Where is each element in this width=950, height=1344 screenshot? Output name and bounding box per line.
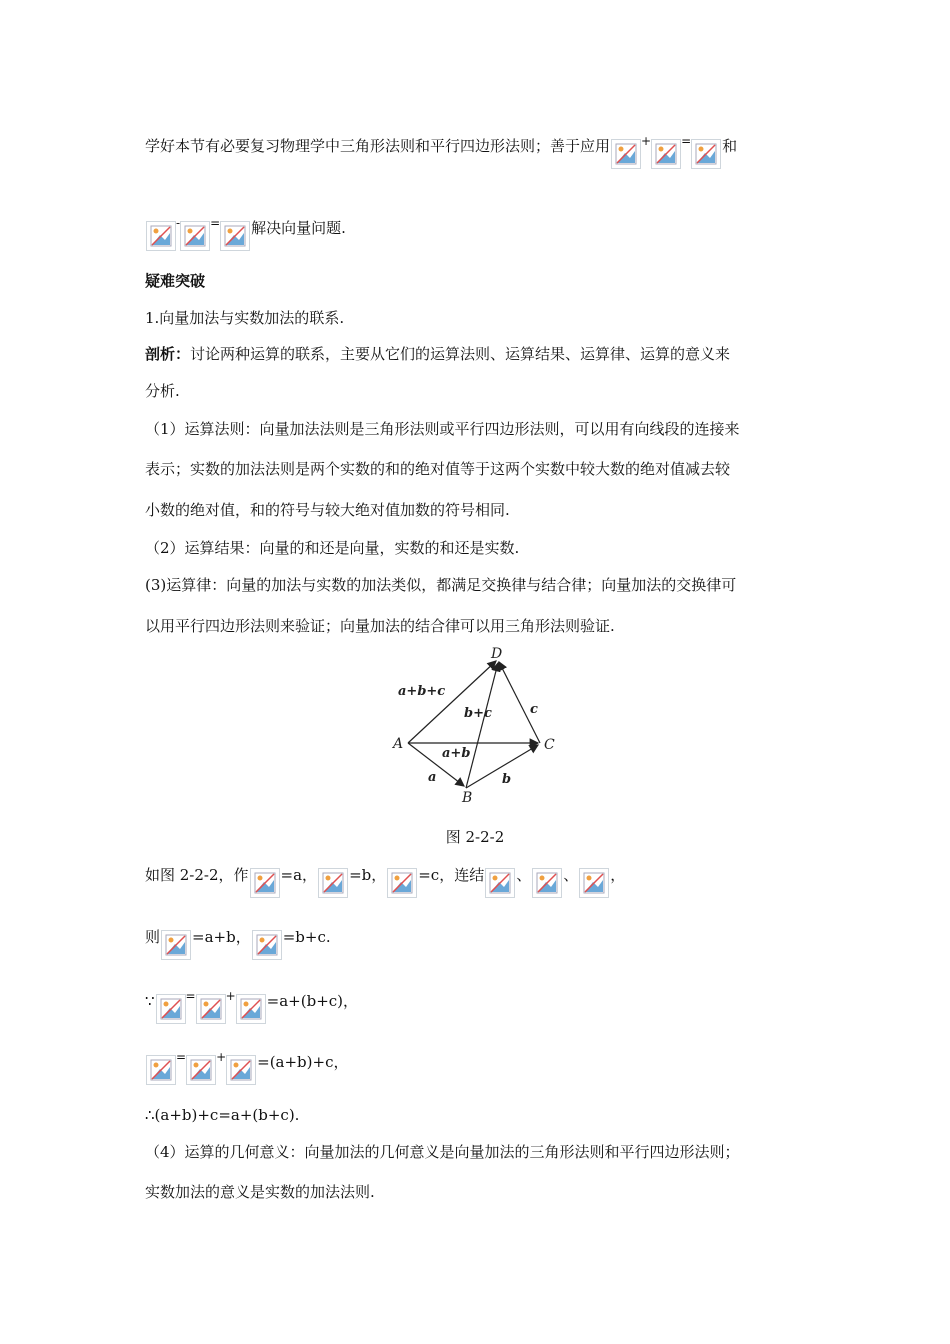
section-title: 疑难突破 bbox=[145, 272, 206, 290]
broken-image-icon bbox=[146, 1055, 176, 1085]
paragraph-4-line-1: （4）运算的几何意义：向量加法的几何意义是向量加法的三角形法则和平行四边形法则； bbox=[145, 1143, 740, 1161]
broken-image-icon bbox=[387, 868, 417, 898]
proof-line-2: 则 =a+b， =b+c. bbox=[145, 926, 815, 960]
point-label-d: D bbox=[491, 646, 503, 662]
paragraph-1-line-1: （1）运算法则：向量加法法则是三角形法则或平行四边形法则，可以用有向线段的连接来 bbox=[145, 420, 740, 438]
figure-caption: 图 2-2-2 bbox=[445, 828, 505, 846]
broken-image-icon bbox=[146, 221, 176, 251]
label-b-plus-c: b+c bbox=[464, 706, 492, 721]
analysis-label: 剖析： bbox=[145, 345, 191, 363]
vector-a-plus-b-plus-c bbox=[408, 661, 496, 743]
broken-image-icon bbox=[180, 221, 210, 251]
proof-line-3: ∵ = + =a+(b+c)， bbox=[145, 985, 815, 1024]
broken-image-icon bbox=[651, 139, 681, 169]
broken-image-icon bbox=[579, 868, 609, 898]
broken-image-icon bbox=[691, 139, 721, 169]
broken-image-icon bbox=[220, 221, 250, 251]
vector-addition-figure bbox=[388, 645, 568, 810]
broken-image-icon bbox=[318, 868, 348, 898]
proof-conclusion: ∴(a+b)+c=a+(b+c). bbox=[145, 1106, 300, 1124]
label-a-plus-b: a+b bbox=[442, 746, 471, 761]
broken-image-icon bbox=[250, 868, 280, 898]
intro-line-2: - = 解决向量问题. bbox=[145, 212, 815, 251]
analysis-line-2: 分析. bbox=[145, 382, 180, 400]
paragraph-1-line-3: 小数的绝对值，和的符号与较大绝对值加数的符号相同. bbox=[145, 501, 510, 519]
paragraph-4-line-2: 实数加法的意义是实数的加法法则. bbox=[145, 1183, 375, 1201]
analysis-line-1: 剖析：讨论两种运算的联系，主要从它们的运算法则、运算结果、运算律、运算的意义来 bbox=[145, 345, 731, 363]
broken-image-icon bbox=[156, 994, 186, 1024]
label-a-plus-b-plus-c: a+b+c bbox=[398, 684, 446, 699]
paragraph-3-line-1: (3)运算律：向量的加法与实数的加法类似，都满足交换律与结合律；向量加法的交换律可 bbox=[145, 576, 737, 594]
label-c: c bbox=[530, 702, 538, 717]
question-title: 1.向量加法与实数加法的联系. bbox=[145, 309, 345, 327]
broken-image-icon bbox=[161, 930, 191, 960]
point-label-a: A bbox=[393, 736, 404, 752]
broken-image-icon bbox=[252, 930, 282, 960]
intro-line-1: 学好本节有必要复习物理学中三角形法则和平行四边形法则；善于应用 + = 和 bbox=[145, 130, 815, 169]
label-a: a bbox=[428, 770, 437, 785]
point-label-b: B bbox=[462, 790, 473, 806]
point-label-c: C bbox=[544, 737, 555, 753]
broken-image-icon bbox=[532, 868, 562, 898]
broken-image-icon bbox=[196, 994, 226, 1024]
proof-line-1: 如图 2-2-2，作 =a， =b， =c，连结 、 、 ， bbox=[145, 864, 815, 898]
paragraph-3-line-2: 以用平行四边形法则来验证；向量加法的结合律可以用三角形法则验证. bbox=[145, 617, 615, 635]
broken-image-icon bbox=[186, 1055, 216, 1085]
label-b: b bbox=[502, 772, 512, 787]
paragraph-1-line-2: 表示；实数的加法法则是两个实数的和的绝对值等于这两个实数中较大数的绝对值减去较 bbox=[145, 460, 731, 478]
broken-image-icon bbox=[236, 994, 266, 1024]
intro-text: 学好本节有必要复习物理学中三角形法则和平行四边形法则；善于应用 bbox=[145, 137, 611, 155]
vector-b-plus-c bbox=[466, 663, 498, 788]
proof-line-4: = + =(a+b)+c， bbox=[145, 1046, 815, 1085]
paragraph-2: （2）运算结果：向量的和还是向量，实数的和还是实数. bbox=[145, 539, 520, 557]
broken-image-icon bbox=[226, 1055, 256, 1085]
broken-image-icon bbox=[611, 139, 641, 169]
broken-image-icon bbox=[485, 868, 515, 898]
